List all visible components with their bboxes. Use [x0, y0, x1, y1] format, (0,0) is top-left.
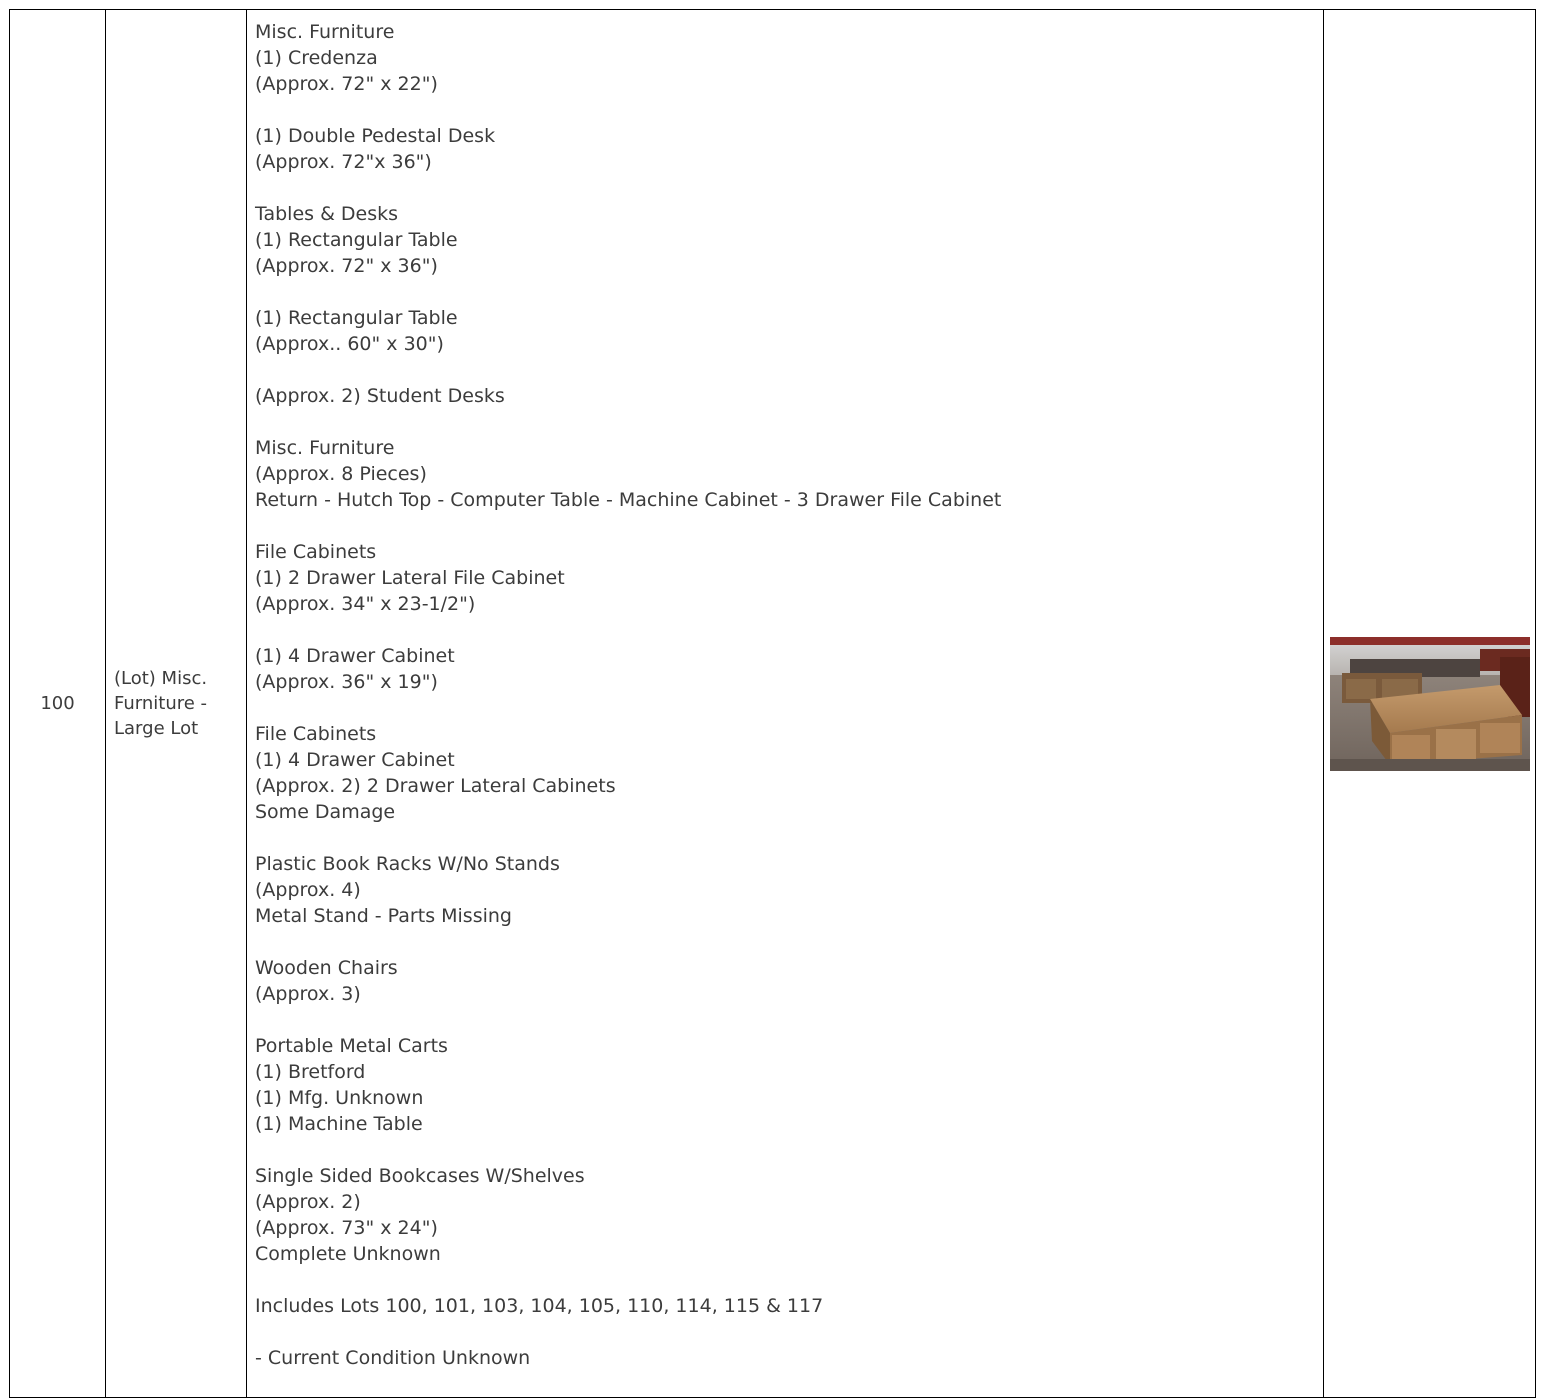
description-block [255, 1033, 1315, 1137]
description-line: (1) Machine Table [255, 1113, 423, 1135]
description-line: (Approx. 2) 2 Drawer Lateral Cabinets [255, 775, 616, 797]
description-line: (1) Rectangular Table [255, 229, 458, 251]
lot-description-cell [247, 10, 1324, 1398]
description-line: (1) Double Pedestal Desk [255, 125, 496, 147]
description-line: (1) 4 Drawer Cabinet [255, 749, 455, 771]
description-line: (Approx. 2) [255, 1191, 361, 1213]
description-line: (1) 2 Drawer Lateral File Cabinet [255, 567, 565, 589]
description-line: (1) Credenza [255, 47, 378, 69]
description-line: Misc. Furniture [255, 21, 395, 43]
description-line: (1) Bretford [255, 1061, 366, 1083]
description-line: (Approx. 72" x 22") [255, 73, 438, 95]
description-line: Plastic Book Racks W/No Stands [255, 853, 560, 875]
description-line: Tables & Desks [255, 203, 399, 225]
lot-title: (Lot) Misc. Furniture - Large Lot [114, 668, 208, 739]
lot-description [255, 19, 1315, 1371]
description-line: Metal Stand - Parts Missing [255, 905, 512, 927]
table-row [10, 10, 1536, 1398]
lot-table [9, 9, 1536, 1398]
description-block [255, 851, 1315, 929]
description-line: (Approx. 36" x 19") [255, 671, 438, 693]
description-line: (1) Mfg. Unknown [255, 1087, 424, 1109]
description-line: (Approx. 73" x 24") [255, 1217, 438, 1239]
description-block [255, 1293, 1315, 1319]
description-block [255, 19, 1315, 97]
description-block [255, 383, 1315, 409]
description-line: Wooden Chairs [255, 957, 398, 979]
description-line: (1) Rectangular Table [255, 307, 458, 329]
description-block [255, 305, 1315, 357]
description-line: Portable Metal Carts [255, 1035, 448, 1057]
description-line: (Approx. 8 Pieces) [255, 463, 427, 485]
description-block [255, 1163, 1315, 1267]
description-line: (Approx. 34" x 23-1/2") [255, 593, 476, 615]
description-line: Single Sided Bookcases W/Shelves [255, 1165, 585, 1187]
description-block [255, 539, 1315, 617]
description-block [255, 643, 1315, 695]
description-block [255, 435, 1315, 513]
lot-title-cell [106, 10, 247, 1398]
description-block [255, 123, 1315, 175]
description-line: Misc. Furniture [255, 437, 395, 459]
description-block [255, 721, 1315, 825]
lot-photo-cell [1324, 10, 1536, 1398]
lot-photo[interactable] [1330, 637, 1530, 771]
description-line: (Approx. 3) [255, 983, 361, 1005]
description-line: (Approx. 72"x 36") [255, 151, 432, 173]
description-line: (Approx. 2) Student Desks [255, 385, 505, 407]
description-line: (Approx. 72" x 36") [255, 255, 438, 277]
description-line: File Cabinets [255, 723, 377, 745]
description-line: Return - Hutch Top - Computer Table - Machine Cabinet - 3 Drawer File Cabinet [255, 489, 1002, 511]
description-line: (Approx.. 60" x 30") [255, 333, 444, 355]
description-line: Includes Lots 100, 101, 103, 104, 105, 110, 114, 115 & 117 [255, 1295, 824, 1317]
description-line: File Cabinets [255, 541, 377, 563]
lot-number-cell [10, 10, 106, 1398]
description-block [255, 201, 1315, 279]
description-line: (1) 4 Drawer Cabinet [255, 645, 455, 667]
lot-number: 100 [40, 692, 75, 714]
description-line: Some Damage [255, 801, 396, 823]
description-line: - Current Condition Unknown [255, 1347, 531, 1369]
description-line: (Approx. 4) [255, 879, 361, 901]
description-block [255, 955, 1315, 1007]
description-block [255, 1345, 1315, 1371]
description-line: Complete Unknown [255, 1243, 441, 1265]
